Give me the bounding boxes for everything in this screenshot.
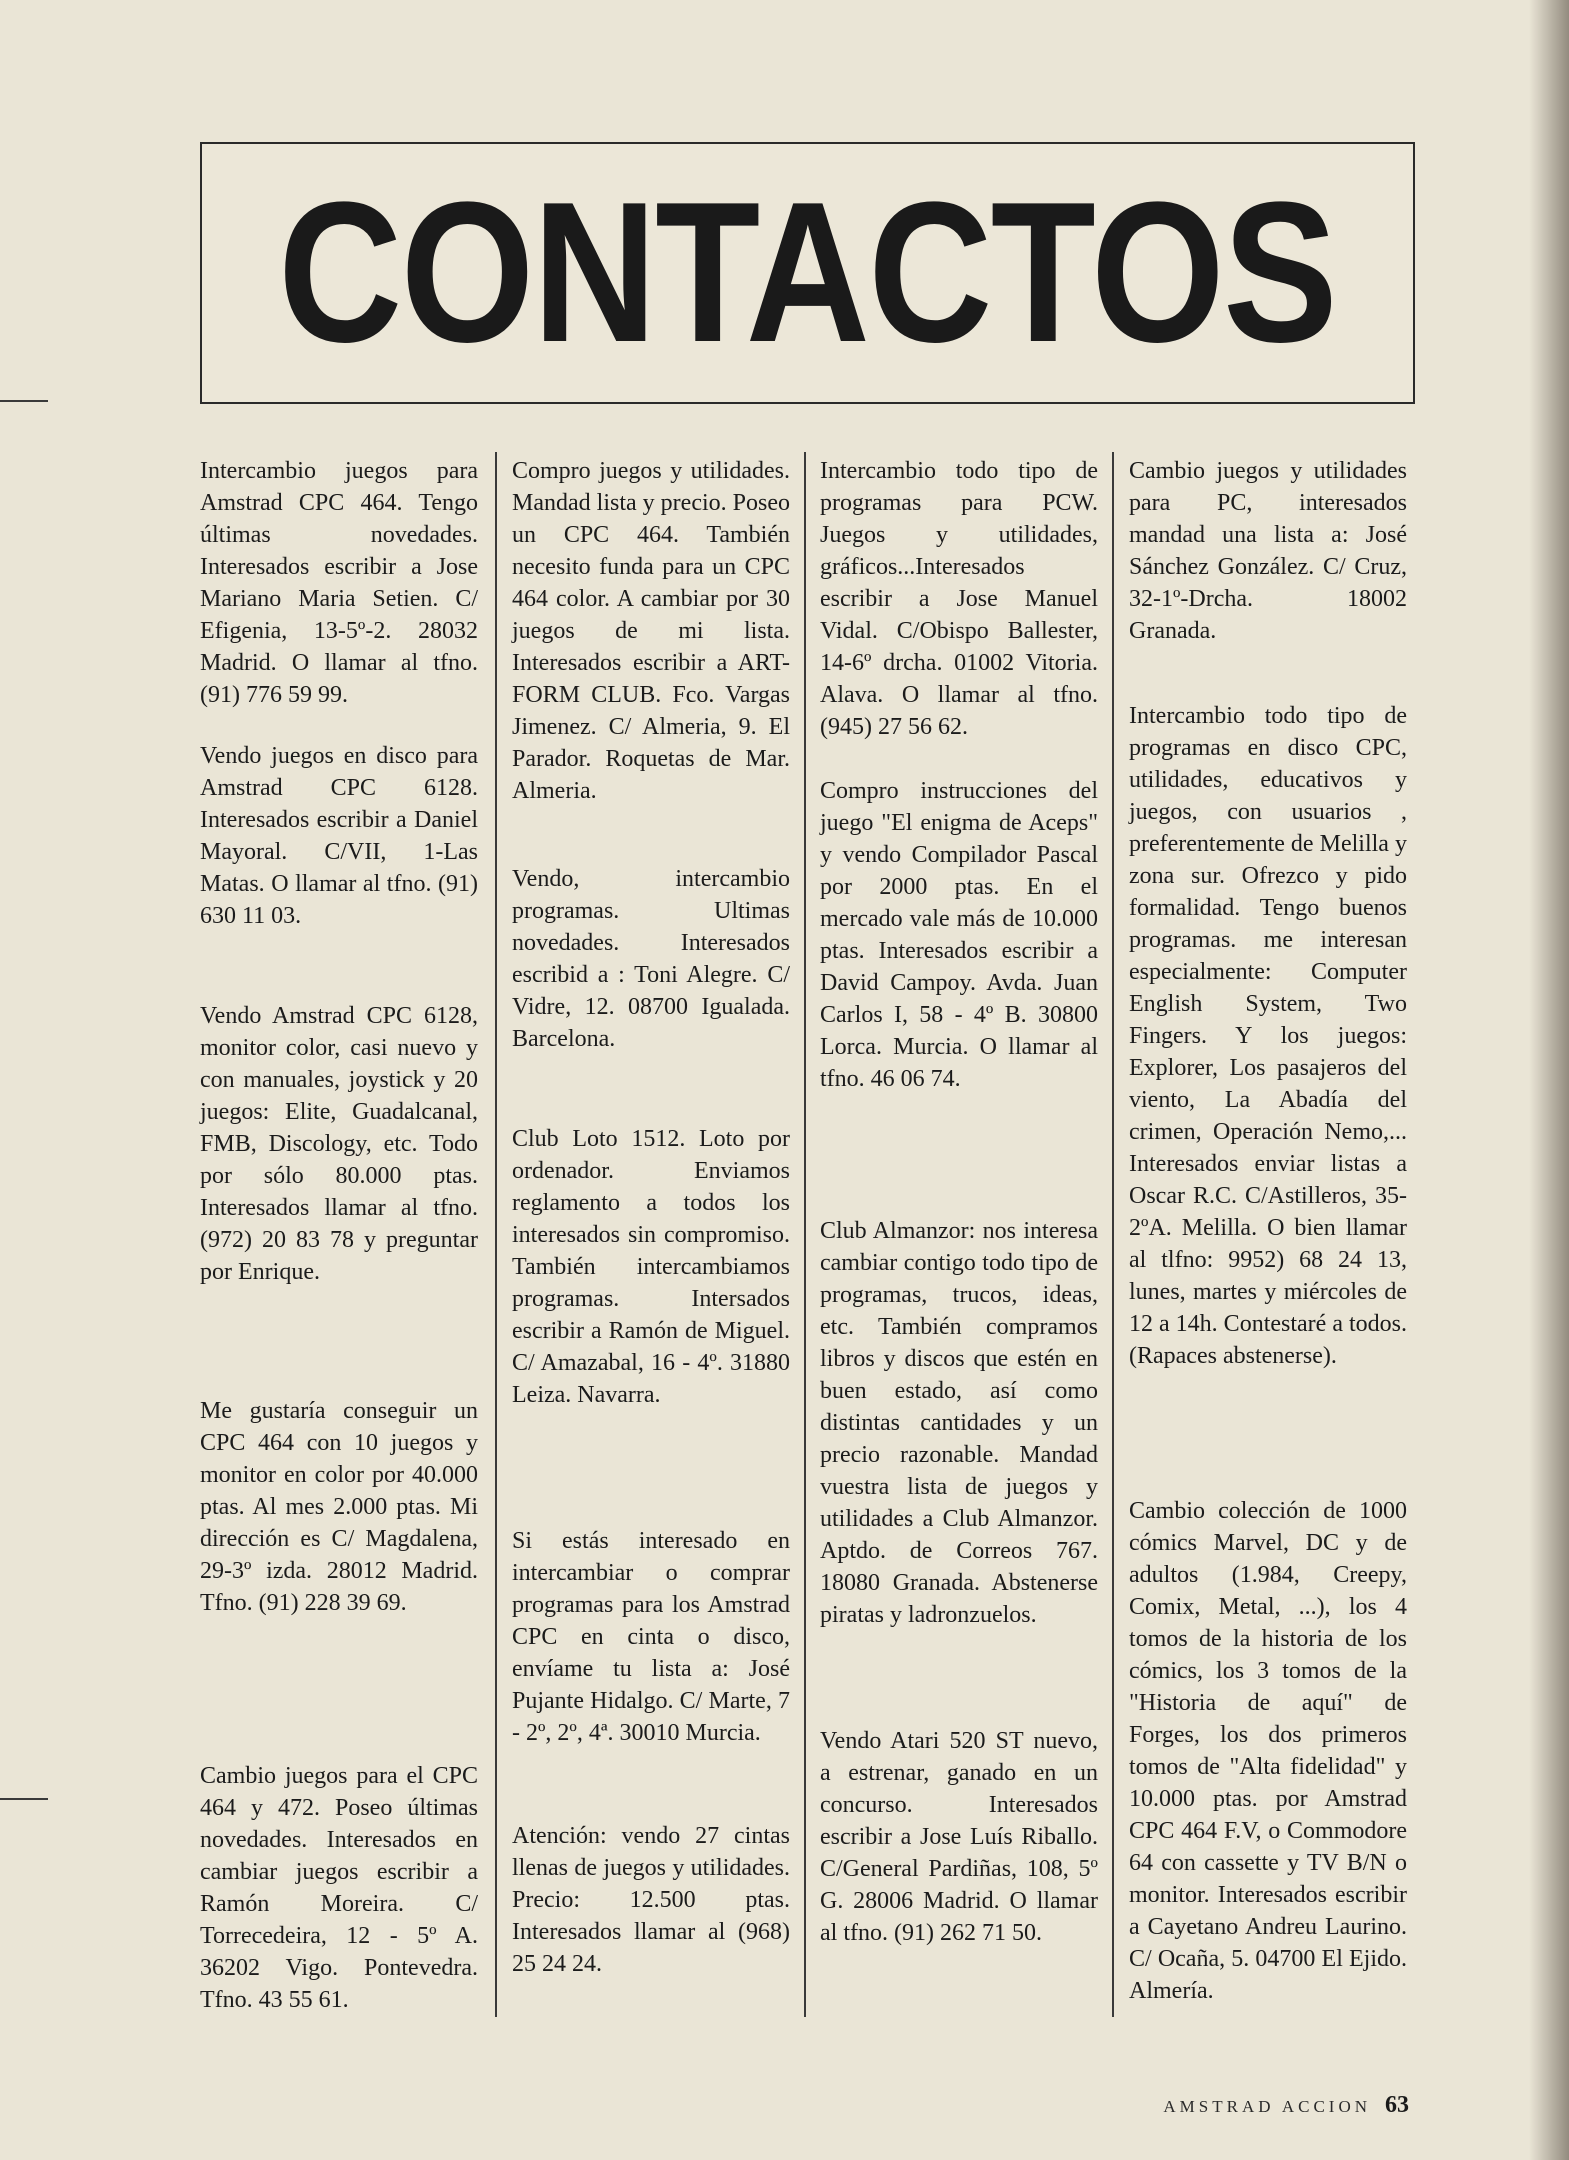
classified-ad: Club Loto 1512. Loto por ordenador. Enviamos reglamento a todos los interesados sin compromiso. También intercambiamos programas. Intersados escribir a Ramón de Miguel. C/ Amazabal, 16 - 4º. 31880 Leiza. Navarra. [512, 1126, 790, 1408]
classified-ad: Intercambio todo tipo de programas para PCW. Juegos y utilidades, gráficos...Interesados escribir a Jose Manuel Vidal. C/Obispo Ballester, 14-6º drcha. 01002 Vitoria. Alava. O llamar al tfno. (945) 27 56 62. [820, 458, 1098, 740]
title-box [200, 142, 1415, 404]
classified-ad: Cambio juegos para el CPC 464 y 472. Poseo últimas novedades. Interesados en cambiar juegos escribir a Ramón Moreira. C/ Torrecedeira, 12 - 5º A. 36202 Vigo. Pontevedra. Tfno. 43 55 61. [200, 1763, 478, 2013]
classified-ad: Vendo Amstrad CPC 6128, monitor color, casi nuevo y con manuales, joystick y 20 juegos: Elite, Guadalcanal, FMB, Discology, etc. Todo por sólo 80.000 ptas. Interesados llamar al tfno. (972) 20 83 78 y preguntar por Enrique. [200, 1003, 478, 1285]
crop-mark-top [0, 400, 48, 402]
column-divider-1 [495, 452, 497, 2017]
page-footer [1163, 2092, 1409, 2119]
classified-ad: Compro instrucciones del juego "El enigma de Aceps" y vendo Compilador Pascal por 2000 ptas. En el mercado vale más de 10.000 ptas. Interesados escribir a David Campoy. Avda. Juan Carlos I, 58 - 4º B. 30800 Lorca. Murcia. O llamar al tfno. 46 06 74. [820, 778, 1098, 1092]
page-edge-shadow [1529, 0, 1569, 2160]
classified-ad: Cambio colección de 1000 cómics Marvel, DC y de adultos (1.984, Creepy, Comix, Metal, ...), los 4 tomos de la historia de los cómics, los 3 tomos de la "Historia de aquí" de Forges, los dos primeros tomos de "Alta fidelidad" y 10.000 ptas. por Amstrad CPC 464 F.V, o Commodore 64 con cassette y TV B/N o monitor. Interesados escribir a Cayetano Andreu Laurino. C/ Ocaña, 5. 04700 El Ejido. Almería. [1129, 1498, 1407, 2004]
page-number: 63 [1385, 2092, 1409, 2118]
classified-ad: Vendo Atari 520 ST nuevo, a estrenar, ganado en un concurso. Interesados escribir a Jose Luís Riballo. C/General Pardiñas, 108, 5º G. 28006 Madrid. O llamar al tfno. (91) 262 71 50. [820, 1728, 1098, 1946]
classified-ad: Intercambio todo tipo de programas en disco CPC, utilidades, educativos y juegos, con usuarios , preferentemente de Melilla y zona sur. Ofrezco y pido formalidad. Tengo buenos programas. me interesan especialmente: Computer English System, Two Fingers. Y los juegos: Explorer, Los pasajeros del viento, La Abadía del crimen, Operación Nemo,... Interesados enviar listas a Oscar R.C. C/Astilleros, 35-2ºA. Melilla. O bien llamar al tlfno: 9952) 68 24 13, lunes, martes y miércoles de 12 a 14h. Contestaré a todos. (Rapaces abstenerse). [1129, 703, 1407, 1369]
classified-ad: Cambio juegos y utilidades para PC, interesados mandad una lista a: José Sánchez González. C/ Cruz, 32-1º-Drcha. 18002 Granada. [1129, 458, 1407, 644]
classified-ad: Intercambio juegos para Amstrad CPC 464. Tengo últimas novedades. Interesados escribir a Jose Mariano Maria Setien. C/ Efigenia, 13-5º-2. 28032 Madrid. O llamar al tfno. (91) 776 59 99. [200, 458, 478, 708]
classified-ad: Me gustaría conseguir un CPC 464 con 10 juegos y monitor en color por 40.000 ptas. Al mes 2.000 ptas. Mi dirección es C/ Magdalena, 29-3º izda. 28012 Madrid. Tfno. (91) 228 39 69. [200, 1398, 478, 1616]
classified-ad: Compro juegos y utilidades. Mandad lista y precio. Poseo un CPC 464. También necesito funda para un CPC 464 color. A cambiar por 30 juegos de mi lista. Interesados escribir a ART-FORM CLUB. Fco. Vargas Jimenez. C/ Almeria, 9. El Parador. Roquetas de Mar. Almeria. [512, 458, 790, 804]
classified-ad: Si estás interesado en intercambiar o comprar programas para los Amstrad CPC en cinta o disco, envíame tu lista a: José Pujante Hidalgo. C/ Marte, 7 - 2º, 2º, 4ª. 30010 Murcia. [512, 1528, 790, 1746]
page-title: CONTACTOS [278, 161, 1337, 384]
magazine-name: AMSTRAD ACCION [1163, 2097, 1371, 2116]
classified-ad: Club Almanzor: nos interesa cambiar contigo todo tipo de programas, trucos, ideas, etc. También compramos libros y discos que estén en buen estado, así como distintas cantidades y un precio razonable. Mandad vuestra lista de juegos y utilidades a Club Almanzor. Aptdo. de Correos 767. 18080 Granada. Abstenerse piratas y ladronzuelos. [820, 1218, 1098, 1628]
classified-ad: Vendo juegos en disco para Amstrad CPC 6128. Interesados escribir a Daniel Mayoral. C/VII, 1-Las Matas. O llamar al tfno. (91) 630 11 03. [200, 743, 478, 929]
column-divider-3 [1112, 452, 1114, 2017]
crop-mark-bottom [0, 1798, 48, 1800]
column-divider-2 [804, 452, 806, 2017]
classified-ad: Atención: vendo 27 cintas llenas de juegos y utilidades. Precio: 12.500 ptas. Interesados llamar al (968) 25 24 24. [512, 1823, 790, 1977]
classified-ad: Vendo, intercambio programas. Ultimas novedades. Interesados escribid a : Toni Alegre. C/ Vidre, 12. 08700 Igualada. Barcelona. [512, 866, 790, 1052]
